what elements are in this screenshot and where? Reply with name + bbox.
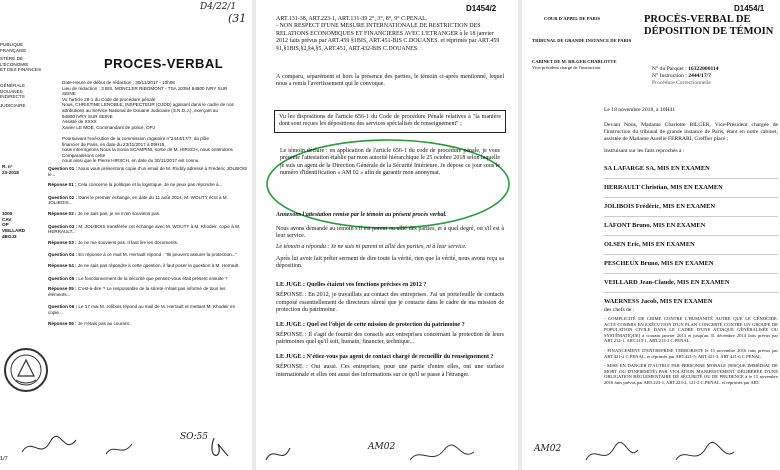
question-item: Question 02 : Dans le premier échange, en date du 11 août 2014, M. WOUTY écrit à M. JOLIBOIS... — [48, 194, 228, 206]
witness-answer: RÉPONSE : Oui aussi. Ces entreprises, pour une partie d'entre elles, ont une surface internationale et elles ont aussi des informations sur ce qu'il se passe à l'étranger. — [276, 364, 504, 378]
side-labels: R. n° 23-2018 1000 CAV OP VEILLARD 4BOJ3 — [2, 164, 25, 239]
left-header: PUBLIQUE FRANÇAISE STÈRE DE L'ÉCONOMIE ET DES FINANCES GÉNÉRALE DOUANES INDIRECTS JUDICIAIRE — [0, 42, 42, 108]
footer-initials: SO:55 — [180, 432, 209, 442]
witness-answer: RÉPONSE : En 2012, je travaillais au contact des entreprises. J'ai un portefeuille de contacts composé essentiellement de directeurs sûreté que je contacte dans le cadre de ma mission de protection du patrimoine. — [276, 292, 504, 314]
document-id: D1454/2 — [466, 4, 497, 13]
paragraph-oath: Après lui avoir fait prêter serment de dire toute la vérité, rien que la vérité, nous avons reçu sa déposition. — [276, 256, 504, 270]
date-line: Le 18 novembre 2018, à 10H41 — [604, 107, 676, 113]
defendant-item: HERRAULT Christian, MIS EN EXAMEN — [604, 179, 778, 198]
defendant-item: VEILLARD Jean-Claude, MIS EN EXAMEN — [604, 274, 778, 293]
annex-note: Annexons l'attestation remise par le témoin au présent procès verbal. — [276, 212, 447, 218]
footer-witness-mark: AM02 — [534, 444, 562, 454]
defendant-item: LAFONT Bruno, MIS EN EXAMEN — [604, 217, 778, 236]
answer-item: Réponse 03 : Je ne me souviens pas. Il faut lire les documents. — [48, 239, 179, 245]
signatures — [18, 430, 248, 464]
signatures — [526, 438, 778, 468]
judge-question: LE JUGE : Quel est l'objet de cette mission de protection du patrimoine ? — [276, 321, 465, 328]
defendant-item: WAERNESS Jacob, MIS EN EXAMEN — [604, 298, 713, 305]
charge-item: - MISE EN DANGER D'AUTRUI PAR PERSONNE MORALE (RISQUE IMMÉDIAT DE MORT OU D'INFIRMITÉ) PAR VIOLATION MANIFESTEMENT DÉLIBÉRÉE D'UNE OBLIGATION RÉGLEMENTAIRE DE SÉCURITÉ OU DE PRUDENCE à le 15 novembre 2016 faits prévus par ART.223-1, ART.223-2, 121-2 C.PENAL. et réprimés par ART. — [604, 363, 778, 385]
question-item: Question 05 : Le fonctionnement de la sécurité que pensez-vous était présent ensuite ? — [48, 275, 228, 281]
defendant-list — [604, 160, 778, 311]
answer-item: Réponse 02 : Je ne sais pas, je ne m'en souviens pas. — [48, 210, 161, 216]
answer-item: Réponse 06 : Je n'étais pas au courant. — [48, 320, 131, 326]
question-list — [48, 166, 248, 331]
document-page-3 — [522, 0, 780, 470]
document-page-2 — [256, 0, 518, 470]
defendant-item: SA LAFARGE SA, MIS EN EXAMEN — [604, 160, 778, 179]
charges-list — [604, 316, 778, 386]
judge-question: LE JUGE : Quelles étaient vos fonctions précises en 2012 ? — [276, 282, 427, 288]
footer-witness-mark: AM02 — [368, 442, 396, 452]
handwritten-mark: (31 — [228, 12, 247, 25]
parquet-number: N° du Parquet : 16322000114 — [652, 66, 719, 72]
case-numbers: N° du Parquet : 16322000114 N° Instruction : 2444/17/7 Procédure Correctionnelle — [652, 66, 778, 86]
court-header: COUR D'APPEL DE PARIS TRIBUNAL DE GRANDE INSTANCE DE PARIS CABINET DE M. BILGER CHARLOTTE Vice-président chargé de l'instruction — [532, 16, 632, 70]
page-title: PROCÈS-VERBAL DE DÉPOSITION DE TÉMOIN — [644, 14, 774, 37]
charge-item: - COMPLICITÉ DE CRIME CONTRE L'HUMANITÉ AUTRE QUE LE GÉNOCIDE, ACTE COMMIS EN EXÉCUTION D'UN PLAN CONCERTÉ CONTRE UN GROUPE DE POPULATION CIVILE DANS LE CADRE D'UNE ATTAQUE GÉNÉRALISÉE OU SYSTÉMATIQUE) à courant janvier 2013 et jusqu'au 31 décembre 2014 faits prévus par ART.212-1, ART.213-1, ART.213-2 C.PENAL. — [604, 316, 778, 344]
meta-block: Date-Heure de début de rédaction : 30/11/2017 - 10h08 Lieu de rédaction : 3 BIS, MONCLER RIBOMONT - TSA 10394 94800 IVRY SUR SEINE Vu l'article 28-1 du Code de procédure pénale Nous, CHRISTINE LENOBLE, INSPECTEUR (OJDD) agissant dans le cadre de nos attributions au Service National de Douane Judiciaire (S.N.D.J.), exerçant au 94800 IVRY SUR SEINE Assisté de XXXX Xavier LE MOE, Commandant de police, OPJ — [62, 80, 234, 130]
paragraph-relation-answer: Le témoin a répondu : Je ne suis ni parent ni allié des parties, ni à leur service. — [276, 244, 467, 250]
defendant-item: OLSEN Eric, MIS EN EXAMEN — [604, 236, 778, 255]
handwritten-reference: D4/22/1 — [200, 2, 237, 12]
page-number: 1/7 — [0, 456, 8, 462]
qa-block — [276, 282, 504, 379]
defendant-item: PESCHEUX Bruno, MIS EN EXAMEN — [604, 255, 778, 274]
paragraph-relation-question: Nous avons demandé au témoin s'il est parent ou allié des parties, et à quel degré, ou s'il est à leur service. — [276, 226, 504, 240]
intro-paragraph: A comparu, séparément et hors la présence des parties, le témoin ci-après mentionné, lequel nous a remis l'avertissement qui le convoque. — [276, 74, 504, 88]
answer-item: Réponse 01 : Cela concerne la politique et la logistique. Je ne peux pas répondre à... — [48, 182, 223, 188]
question-item: Question 03 : M. JOLIBOIS transférée cet échange avec M. WOUTY à M. Khodeir, copie à M. HERRAULT... — [48, 223, 241, 235]
question-item: Question 06 : Le 17 mai M. Jolibois répond au mail de M. Herrault et mettant M. Khodeir en copie... — [48, 304, 236, 315]
judge-question: LE JUGE : N'étiez-vous pas agent de contact chargé de recueillir du renseignement ? — [276, 353, 494, 360]
document-id: D1454/1 — [734, 4, 765, 13]
instruction-number: N° Instruction : 2444/17/7 — [652, 72, 711, 79]
instructing-line: Instruisant sur les faits reprochés à : — [604, 148, 685, 154]
question-item: Question 01 : Nous vous présentons copie d'un email de M. Roddy adressé à Fréderic JOLIBOIS le... — [48, 166, 248, 177]
charges-label: des chefs de : — [604, 307, 635, 313]
answer-item: Réponse 05 : C'est-à-dire ? Le responsable de la sûreté n'était pas informé de tous les éléments... — [48, 286, 226, 297]
offense-block: ART.131-38, ART.223-1, ART.131-39 2°, 3°, 8°, 9° C.PENAL. - NON RESPECT D'UNE MESURE INTERNATIONALE DE RESTRICTION DES RELATIONS ECONOMIQUES ET FINANCIERES AVEC L'ETRANGER à le 18 janvier 2012 faits prévus par ART.459 §1BIS, ART.451-BIS C.DOUANES. et réprimés par ART.459 §1,§1BIS,§2,§4,§5, ART.451, ART.432-BIS C.DOUANES. — [276, 16, 500, 52]
defendant-item: JOLIBOIS Frédéric, MIS EN EXAMEN — [604, 198, 778, 217]
official-seal-stamp — [2, 346, 50, 394]
witness-answer: RÉPONSE : Il s'agit de fournir des conseils aux entreprises concernant la protection de leurs patrimoines quel qu'il soit, humain, financier, technique... — [276, 332, 504, 346]
document-page-1 — [0, 0, 252, 470]
intro-block: Poursuivant l'exécution de la commission rogatoire n°2444/17/7, du pôle financier de Paris, en date du 23/11/2017 à 09H15, nous interrogeons Nous la Sonia SCAMPINI, sortie de M. HIRSCH, nous entendons Comparaissons cette nous ainsi que le Pierre HIRSCH, en date du 30/11/2017 est connu. — [62, 136, 233, 164]
page-title: PROCES-VERBAL — [104, 56, 224, 71]
boxed-legal-reference: Vu les dispositions de l'article 656-1 du Code de procédure Pénale relatives à "la manière dont sont reçues les dépositions des services spécialisés de renseignement" ; — [274, 110, 506, 133]
answer-item: Réponse 04 : Je ne sais pas répondre à cette question, il faut poser la question à M. Herrault. — [48, 262, 240, 268]
question-item: Question 04 : En réponse à ce mail M. Herrault répond : "Ils peuvent assurer la protection..." — [48, 252, 238, 258]
intro-paragraph: Devant Nous, Madame Charlotte BILGER, Vice-Président chargée de l'instruction du tribunal de grande instance de Paris, étant en notre cabinet, assistée de Madame Aurélie FERRARI, Greffier placé ; — [604, 122, 778, 142]
charge-item: - FINANCEMENT D'ENTREPRISE TERRORISTE le 15 novembre 2016 faits prévus par ART.421-2 C.PENAL, et réprimés par ART.421-5, ART.421-3, ART.421-6 C.PENAL. — [604, 347, 778, 359]
witness-declaration: Le témoin déclare : en application de l'article 656-1 du code de procédure pénale, je vous présente l'attestation établie par mon autorité hiérarchique le 25 octobre 2018 selon laquelle je suis un agent de la Direction Générale de la Sécurité Intérieure. Je dépose ce jour sous le numéro d'identification « AM 02 » afin de garantir mon anonymat. — [280, 148, 500, 177]
